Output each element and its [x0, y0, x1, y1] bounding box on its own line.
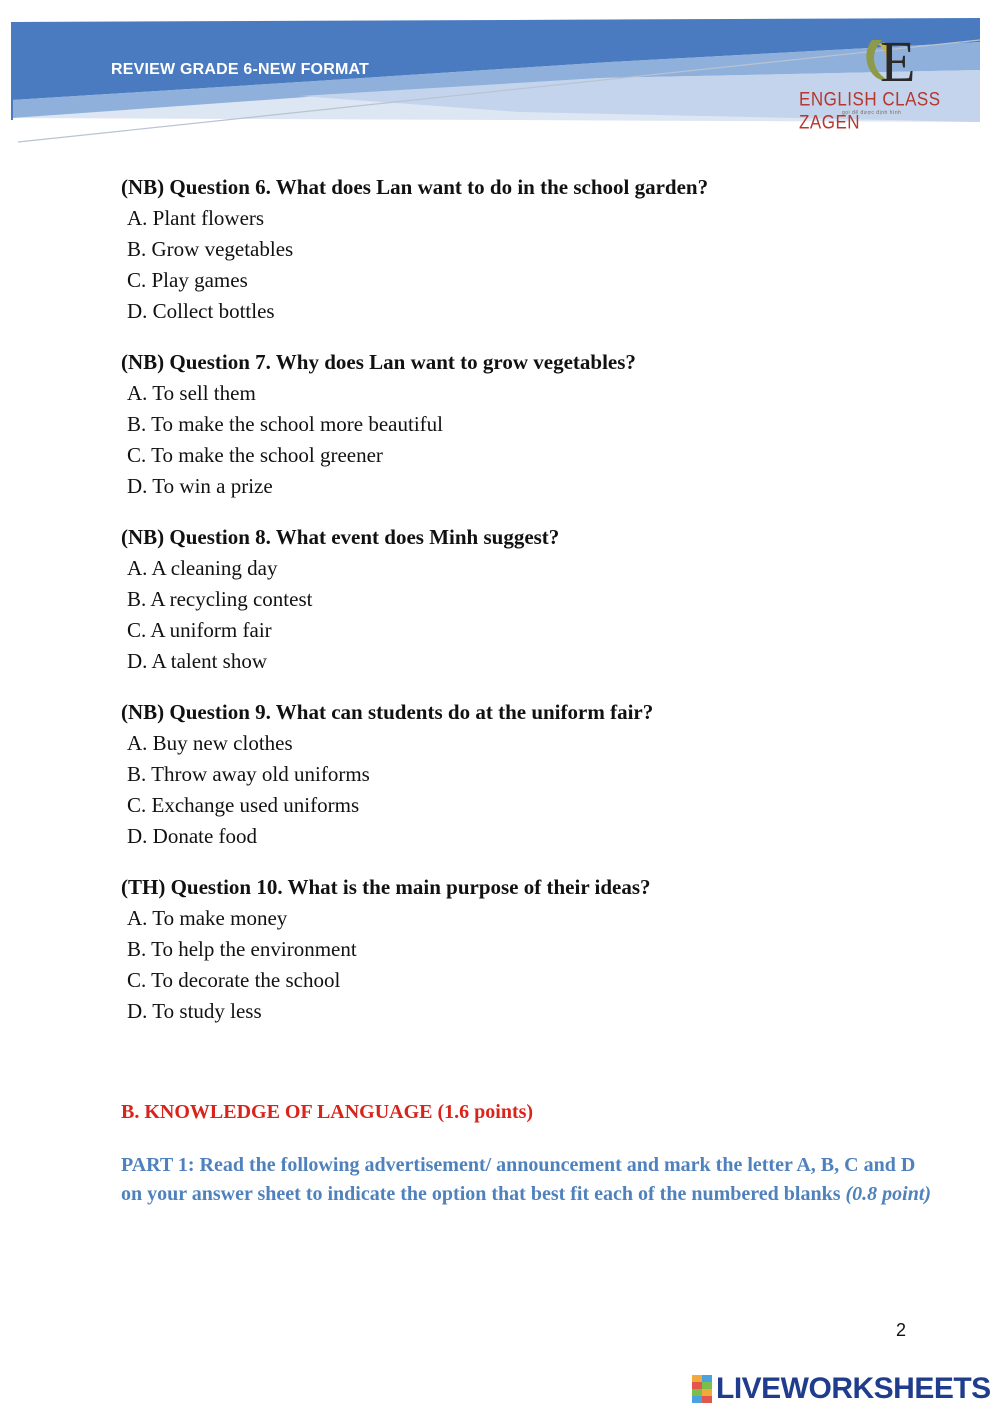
- option-b[interactable]: B. Throw away old uniforms: [127, 762, 370, 786]
- option-c[interactable]: C. To make the school greener: [127, 443, 383, 467]
- question-stem: (NB) Question 6. What does Lan want to do in the school garden?: [121, 175, 709, 199]
- option-d[interactable]: D. Collect bottles: [127, 299, 275, 323]
- option-c[interactable]: C. A uniform fair: [127, 618, 272, 642]
- question-9: [121, 697, 941, 852]
- header-banner: [0, 0, 1000, 150]
- option-c[interactable]: C. Play games: [127, 268, 248, 292]
- option-a[interactable]: A. To make money: [127, 906, 288, 930]
- option-d[interactable]: D. A talent show: [127, 649, 267, 673]
- option-c[interactable]: C. To decorate the school: [127, 968, 341, 992]
- option-d[interactable]: D. Donate food: [127, 824, 258, 848]
- option-c[interactable]: C. Exchange used uniforms: [127, 793, 360, 817]
- option-d[interactable]: D. To study less: [127, 999, 262, 1023]
- option-a[interactable]: A. A cleaning day: [127, 556, 278, 580]
- logo-tagline: gọi để được định hình: [842, 110, 902, 116]
- question-stem: (NB) Question 7. Why does Lan want to grow vegetables?: [121, 350, 636, 374]
- page-number: 2: [896, 1320, 907, 1340]
- logo-text: ENGLISH CLASS ZAGEN: [799, 88, 941, 133]
- question-stem: (NB) Question 9. What can students do at the uniform fair?: [121, 700, 654, 724]
- option-a[interactable]: A. To sell them: [127, 381, 256, 405]
- part1-instruction-text: PART 1: Read the following advertisement/ announcement and mark the letter A, B, C and D on your answer sheet to indicate the option that best fit each of the numbered blanks: [121, 1154, 916, 1205]
- option-d[interactable]: D. To win a prize: [127, 474, 273, 498]
- option-b[interactable]: B. Grow vegetables: [127, 237, 294, 261]
- part1-points: (0.8 point): [845, 1183, 932, 1205]
- question-10: [121, 872, 941, 1027]
- logo-e-icon: [858, 26, 916, 94]
- question-7: [121, 347, 941, 502]
- question-stem: (NB) Question 8. What event does Minh suggest?: [121, 525, 560, 549]
- banner-title: REVIEW GRADE 6-NEW FORMAT: [111, 61, 370, 78]
- option-b[interactable]: B. A recycling contest: [127, 587, 313, 611]
- liveworksheets-icon: [692, 1375, 712, 1403]
- liveworksheets-logo: [692, 1371, 991, 1407]
- logo-letter: E: [880, 29, 916, 94]
- option-a[interactable]: A. Buy new clothes: [127, 731, 293, 755]
- section-b-heading: B. KNOWLEDGE OF LANGUAGE (1.6 points): [121, 1101, 534, 1123]
- part1-instruction: [121, 1151, 941, 1209]
- liveworksheets-brand[interactable]: LIVEWORKSHEETS: [716, 1372, 991, 1405]
- question-list: [121, 172, 941, 1047]
- question-8: [121, 522, 941, 677]
- question-6: [121, 172, 941, 327]
- option-b[interactable]: B. To make the school more beautiful: [127, 412, 443, 436]
- question-stem: (TH) Question 10. What is the main purpose of their ideas?: [121, 875, 651, 899]
- option-a[interactable]: A. Plant flowers: [127, 206, 265, 230]
- option-b[interactable]: B. To help the environment: [127, 937, 357, 961]
